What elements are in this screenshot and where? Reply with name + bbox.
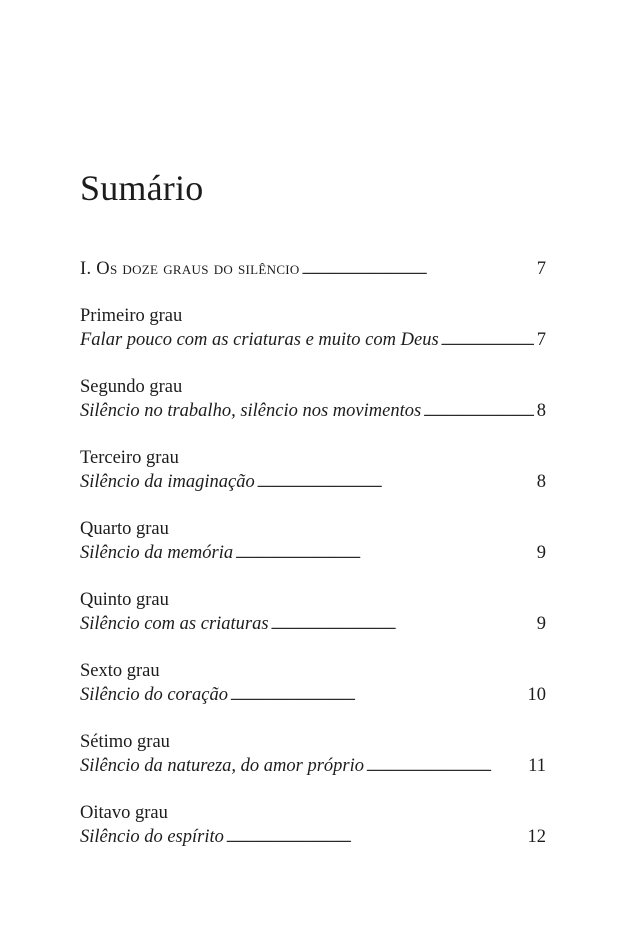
toc-entry-row[interactable]: [80, 754, 546, 780]
toc-entry-heading: Quinto grau: [80, 590, 169, 610]
toc-page-number: 10: [527, 685, 546, 705]
toc-entry-subtitle: Falar pouco com as criaturas e muito com Deus: [80, 330, 439, 350]
toc-entry-subtitle: Silêncio com as criaturas: [80, 614, 269, 634]
toc-page-number: 8: [536, 401, 546, 421]
toc-page-number: 12: [527, 827, 546, 847]
toc-entry-subtitle: Silêncio do espírito: [80, 827, 224, 847]
toc-part-row[interactable]: [80, 257, 546, 283]
toc-entry-subtitle: Silêncio da memória: [80, 543, 234, 563]
toc-page-number: 9: [536, 614, 546, 634]
toc-page-number: 11: [528, 756, 546, 776]
toc-entry-row[interactable]: [80, 399, 546, 425]
toc-entry-row[interactable]: [80, 683, 546, 709]
toc-entry-subtitle: Silêncio da natureza, do amor próprio: [80, 756, 365, 776]
dot-leader: [302, 257, 534, 283]
dot-leader: [226, 825, 525, 851]
toc-entry-row[interactable]: [80, 541, 546, 567]
toc-page-number: 9: [536, 543, 546, 563]
toc-entry-heading: Sexto grau: [80, 661, 160, 681]
toc-entry-subtitle: Silêncio da imaginação: [80, 472, 255, 492]
toc-entry-heading: Primeiro grau: [80, 306, 183, 326]
dot-leader: [257, 470, 534, 496]
toc-entry-row[interactable]: [80, 612, 546, 638]
toc-page-number: 7: [536, 330, 546, 350]
dot-leader: [271, 612, 534, 638]
toc-page-number: 7: [536, 259, 546, 279]
dot-leader: [366, 754, 525, 780]
toc-entry-subtitle: Silêncio do coração: [80, 685, 228, 705]
toc-part-label: I. Os doze graus do silêncio: [80, 259, 300, 279]
dot-leader: [441, 328, 534, 354]
dot-leader: [423, 399, 534, 425]
dot-leader: [235, 541, 534, 567]
toc-entry-heading: Sétimo grau: [80, 732, 170, 752]
toc-entry-row[interactable]: [80, 470, 546, 496]
dot-leader: [230, 683, 525, 709]
toc-page-number: 8: [536, 472, 546, 492]
toc-entry-row[interactable]: [80, 328, 546, 354]
toc-entry-heading: Segundo grau: [80, 377, 183, 397]
page-title: Sumário: [80, 168, 204, 208]
toc-entry-row[interactable]: [80, 825, 546, 851]
toc-entry-heading: Oitavo grau: [80, 803, 168, 823]
toc-entry-subtitle: Silêncio no trabalho, silêncio nos movimentos: [80, 401, 422, 421]
toc-entry-heading: Quarto grau: [80, 519, 169, 539]
toc-entry-heading: Terceiro grau: [80, 448, 179, 468]
